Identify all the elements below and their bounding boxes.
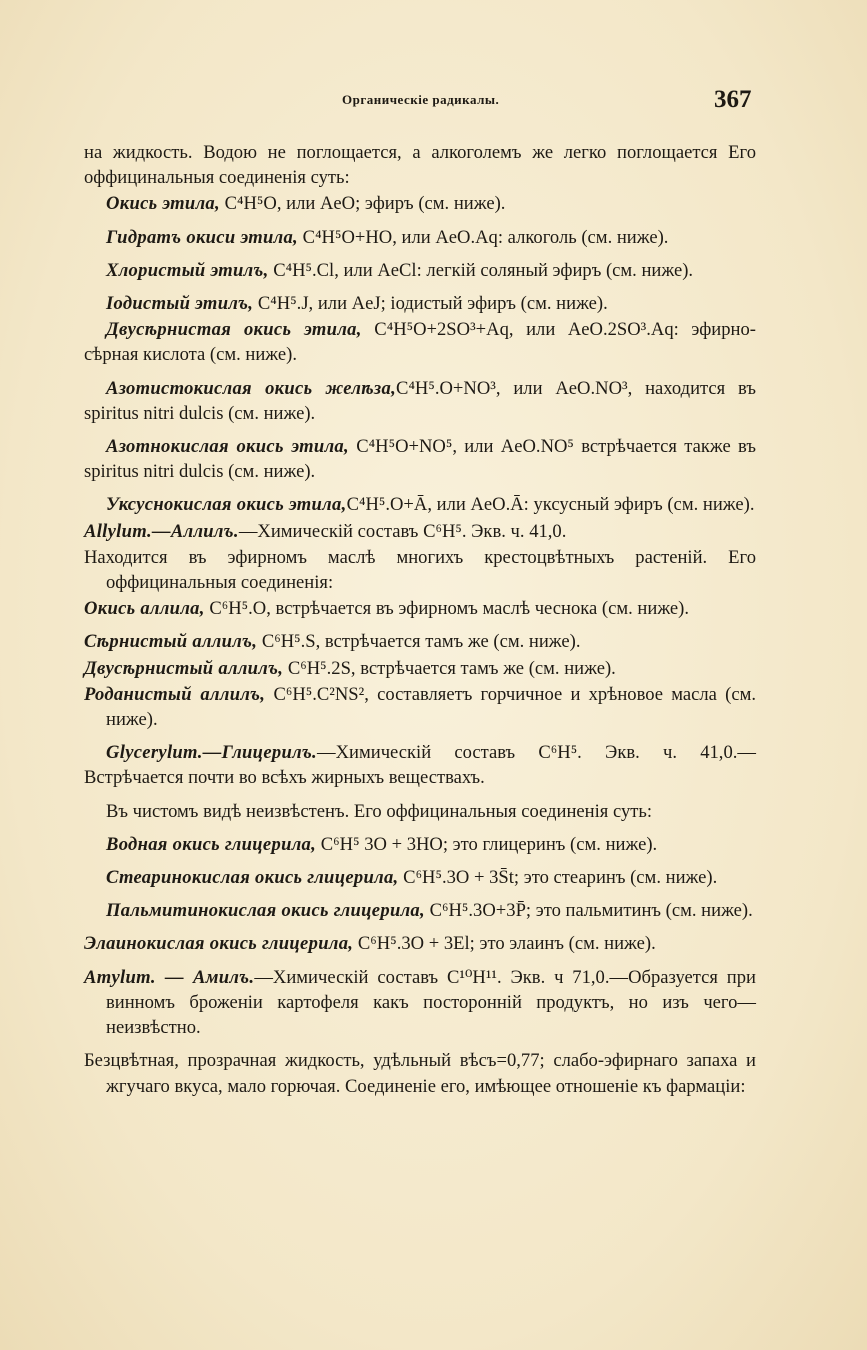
radical-heading <box>84 519 756 544</box>
compound-text: C⁴H⁵O+NO⁵, или AeO.NO⁵ встрѣчается также въ spiritus nitri dulcis (см. ниже). <box>84 436 756 483</box>
paragraph <box>84 1048 756 1098</box>
radical-text: —Химическій составъ C⁶H⁵. Экв. ч. 41,0.— Встрѣчается почти во всѣхъ жирныхъ веществахъ. <box>84 742 756 789</box>
compound-name: Элаинокислая окись глицерила, <box>84 933 354 955</box>
compound-text: C⁴H⁵.Cl, или AeCl: легкій соляный эфиръ (см. ниже). <box>268 259 694 281</box>
compound-name: Водная окись глицерила, <box>106 833 317 855</box>
compound-entry <box>84 376 756 426</box>
compound-entry <box>84 898 756 923</box>
radical-heading <box>84 965 756 1041</box>
compound-entry <box>84 682 756 732</box>
compound-entry <box>84 629 756 654</box>
compound-name: Пальмитинокислая окись глицерила, <box>106 900 425 922</box>
compound-name: Двусѣрнистая окись этила, <box>106 319 362 341</box>
compound-name: Роданистый аллилъ, <box>84 683 266 705</box>
radical-name: Glycerylum.—Глицерилъ. <box>106 742 317 764</box>
radical-heading <box>84 740 756 790</box>
compound-text: C⁴H⁵O+2SO³+Aq, или AeO.2SO³.Aq: эфирно-сѣрная кислота (см. ниже). <box>84 319 756 366</box>
compound-text: C⁴H⁵.O+Ā, или AeO.Ā: уксусный эфиръ (см. ниже). <box>346 494 755 516</box>
radical-name: Allylum.—Аллилъ. <box>84 520 239 542</box>
body-text <box>84 140 756 1107</box>
compound-entry <box>84 225 756 250</box>
compound-text: C⁶H⁵.3O + 3S̄t; это стеаринъ (см. ниже). <box>398 867 718 889</box>
radical-name: Amylum. — Амилъ. <box>84 966 255 988</box>
compound-entry <box>84 434 756 484</box>
compound-text: C⁶H⁵.3O + 3El; это элаинъ (см. ниже). <box>353 933 656 955</box>
compound-name: Двусѣрнистый аллилъ, <box>84 657 284 679</box>
compound-name: Сѣрнистый аллилъ, <box>84 631 258 653</box>
compound-entry <box>84 291 756 316</box>
compound-entry <box>84 317 756 367</box>
compound-entry <box>84 832 756 857</box>
radical-text: —Химическій составъ C⁶H⁵. Экв. ч. 41,0. <box>238 520 567 542</box>
compound-entry <box>84 191 756 216</box>
compound-entry <box>84 258 756 283</box>
compound-entry <box>84 596 756 621</box>
compound-text: C⁴H⁵O+HO, или AeO.Aq: алкоголь (см. ниже). <box>298 226 669 248</box>
paragraph <box>84 545 756 595</box>
running-head: Органическіе радикалы. <box>342 92 500 107</box>
compound-text: C⁶H⁵.3O+3P̄; это пальмитинъ (см. ниже). <box>424 900 753 922</box>
paragraph-text: Безцвѣтная, прозрачная жидкость, удѣльный вѣсъ=0,77; слабо-эфирнаго запаха и жгучаго вкуса, мало горючая. Соединеніе его, имѣющее отношеніе къ фармаціи: <box>84 1050 756 1097</box>
compound-name: Уксуснокислая окись этила, <box>106 494 347 516</box>
compound-text: C⁴H⁵.J, или AeJ; іодистый эфиръ (см. ниже). <box>253 293 608 315</box>
compound-name: Азотистокислая окись желѣза, <box>106 377 397 399</box>
compound-entry <box>84 492 756 517</box>
compound-entry <box>84 931 756 956</box>
compound-name: Хлористый этилъ, <box>106 259 269 281</box>
paragraph-text: Находится въ эфирномъ маслѣ многихъ крестоцвѣтныхъ растеній. Его оффицинальныя соединенія: <box>84 546 756 594</box>
page-number: 367 <box>714 86 752 113</box>
paragraph-text: Въ чистомъ видѣ неизвѣстенъ. Его оффицинальныя соединенія суть: <box>106 800 653 822</box>
compound-text: C⁶H⁵.C²NS², составляетъ горчичное и хрѣновое масла (см. ниже). <box>106 683 756 731</box>
compound-text: C⁶H⁵.O, встрѣчается въ эфирномъ маслѣ чеснока (см. ниже). <box>204 598 690 620</box>
compound-text: C⁶H⁵ 3O + 3HO; это глицеринъ (см. ниже). <box>316 833 658 855</box>
compound-name: Окись аллила, <box>84 598 205 620</box>
compound-entry <box>84 865 756 890</box>
compound-name: Азотнокислая окись этила, <box>106 436 349 458</box>
radical-text: —Химическій составъ C¹⁰H¹¹. Экв. ч 71,0.—Образуется при винномъ броженіи картофеля какъ посторонній продуктъ, но изъ чего—неизвѣстно. <box>106 966 756 1039</box>
compound-name: Гидратъ окиси этила, <box>106 226 299 248</box>
compound-name: Іодистый этилъ, <box>106 293 254 315</box>
compound-text: C⁴H⁵.O+NO³, или AeO.NO³, находится въ spiritus nitri dulcis (см. ниже). <box>84 377 756 424</box>
compound-text: C⁶H⁵.S, встрѣчается тамъ же (см. ниже). <box>257 631 581 653</box>
paragraph-text: на жидкость. Водою не поглощается, а алкоголемъ же легко поглощается Его оффицинальныя соединенія суть: <box>84 142 756 189</box>
compound-text: C⁴H⁵O, или AeO; эфиръ (см. ниже). <box>219 193 506 215</box>
compound-name: Стеаринокислая окись глицерила, <box>106 867 399 889</box>
paragraph <box>84 140 756 190</box>
compound-name: Окись этила, <box>106 193 220 215</box>
compound-entry <box>84 656 756 681</box>
compound-text: C⁶H⁵.2S, встрѣчается тамъ же (см. ниже). <box>283 657 616 679</box>
paragraph <box>84 799 756 824</box>
